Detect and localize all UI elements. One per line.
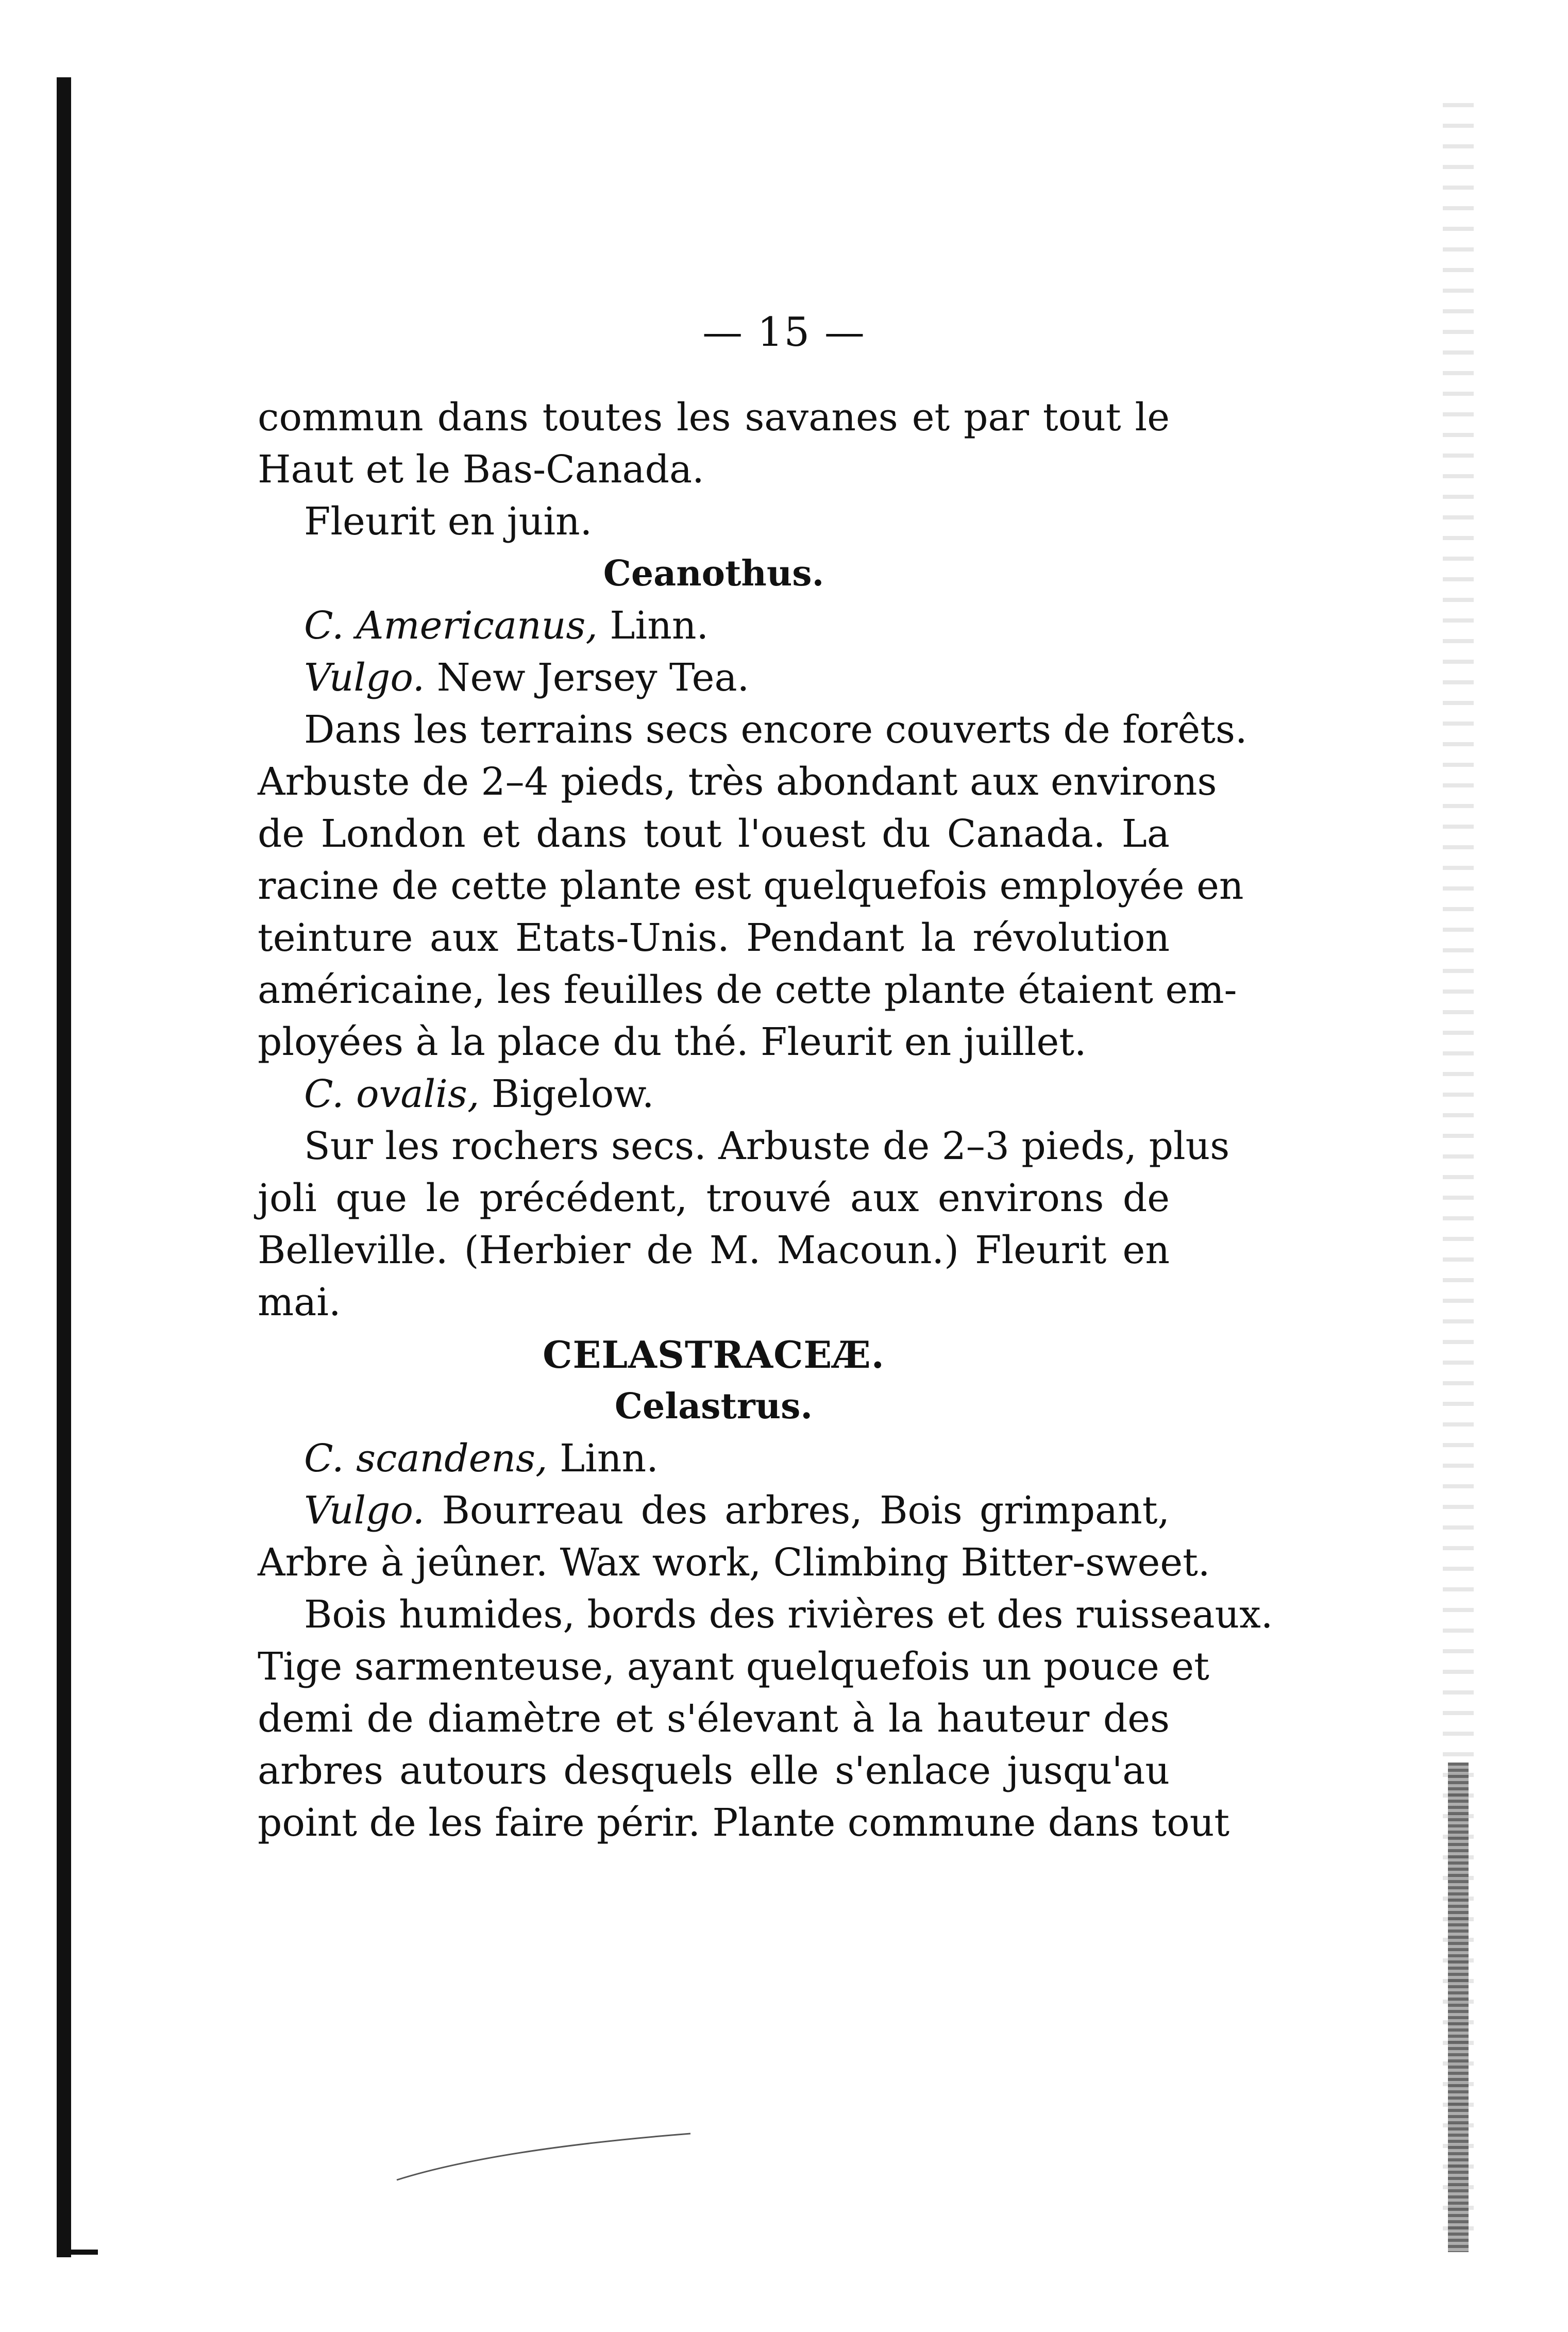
genus-heading: Ceanothus. — [603, 553, 824, 594]
text-line: Belleville. (Herbier de M. Macoun.) Fleurit en — [258, 1228, 1170, 1272]
species-name: C. ovalis, — [304, 1072, 480, 1116]
species-name: C. Americanus, — [304, 603, 598, 648]
book-spine-shadow — [57, 77, 71, 2257]
text-line: Arbre à jeûner. Wax work, Climbing Bitter-sweet. — [258, 1540, 1210, 1585]
text-line: américaine, les feuilles de cette plante étaient em- — [258, 968, 1237, 1012]
genus-heading: Celastrus. — [614, 1386, 813, 1427]
text-line: point de les faire périr. Plante commune dans tout — [258, 1801, 1230, 1845]
text-line: demi de diamètre et s'élevant à la hauteur des — [258, 1697, 1170, 1741]
page-number: — 15 — — [702, 309, 866, 356]
text-line: Fleurit en juin. — [304, 499, 593, 544]
species-author: Linn. — [547, 1436, 659, 1481]
text-line: racine de cette plante est quelquefois employée en — [258, 864, 1244, 908]
text-line: mai. — [258, 1280, 341, 1324]
species-name: C. scandens, — [304, 1436, 548, 1481]
text-line: Tige sarmenteuse, ayant quelquefois un pouce et — [258, 1645, 1209, 1689]
pencil-scratch-mark — [392, 2128, 701, 2185]
text-line: Dans les terrains secs encore couverts de forêts. — [304, 708, 1247, 752]
species-author: Linn. — [597, 603, 709, 648]
family-heading: CELASTRACEÆ. — [543, 1333, 885, 1377]
page-body — [258, 392, 1273, 1849]
text-line: de London et dans tout l'ouest du Canada. La — [258, 812, 1170, 856]
text-line: Haut et le Bas-Canada. — [258, 447, 704, 492]
species-author: Bigelow. — [479, 1072, 654, 1116]
text-line: Arbuste de 2–4 pieds, très abondant aux environs — [258, 760, 1217, 804]
text-line: commun dans toutes les savanes et par tout le — [258, 395, 1170, 440]
species-entry — [258, 1433, 1170, 1485]
text-line: arbres autours desquels elle s'enlace jusqu'au — [258, 1749, 1170, 1793]
vulgo-label: Vulgo. — [304, 1488, 425, 1533]
species-entry — [258, 1068, 1170, 1120]
vulgo-label: Vulgo. — [304, 656, 425, 700]
book-spine-foot — [57, 2250, 98, 2255]
text-line: teinture aux Etats-Unis. Pendant la révolution — [258, 916, 1170, 960]
text-line: ployées à la place du thé. Fleurit en juillet. — [258, 1020, 1087, 1064]
vernacular-entry — [258, 652, 1170, 704]
text-line: Sur les rochers secs. Arbuste de 2–3 pieds, plus — [304, 1124, 1230, 1168]
page-edge-binding — [1448, 1763, 1469, 2252]
vernacular-names: New Jersey Tea. — [425, 656, 750, 700]
text-line: joli que le précédent, trouvé aux environs de — [258, 1176, 1170, 1220]
text-line: Bois humides, bords des rivières et des ruisseaux. — [304, 1592, 1273, 1637]
vernacular-names: Bourreau des arbres, Bois grimpant, — [425, 1488, 1170, 1533]
vernacular-entry — [258, 1485, 1170, 1537]
species-entry — [258, 600, 1170, 652]
